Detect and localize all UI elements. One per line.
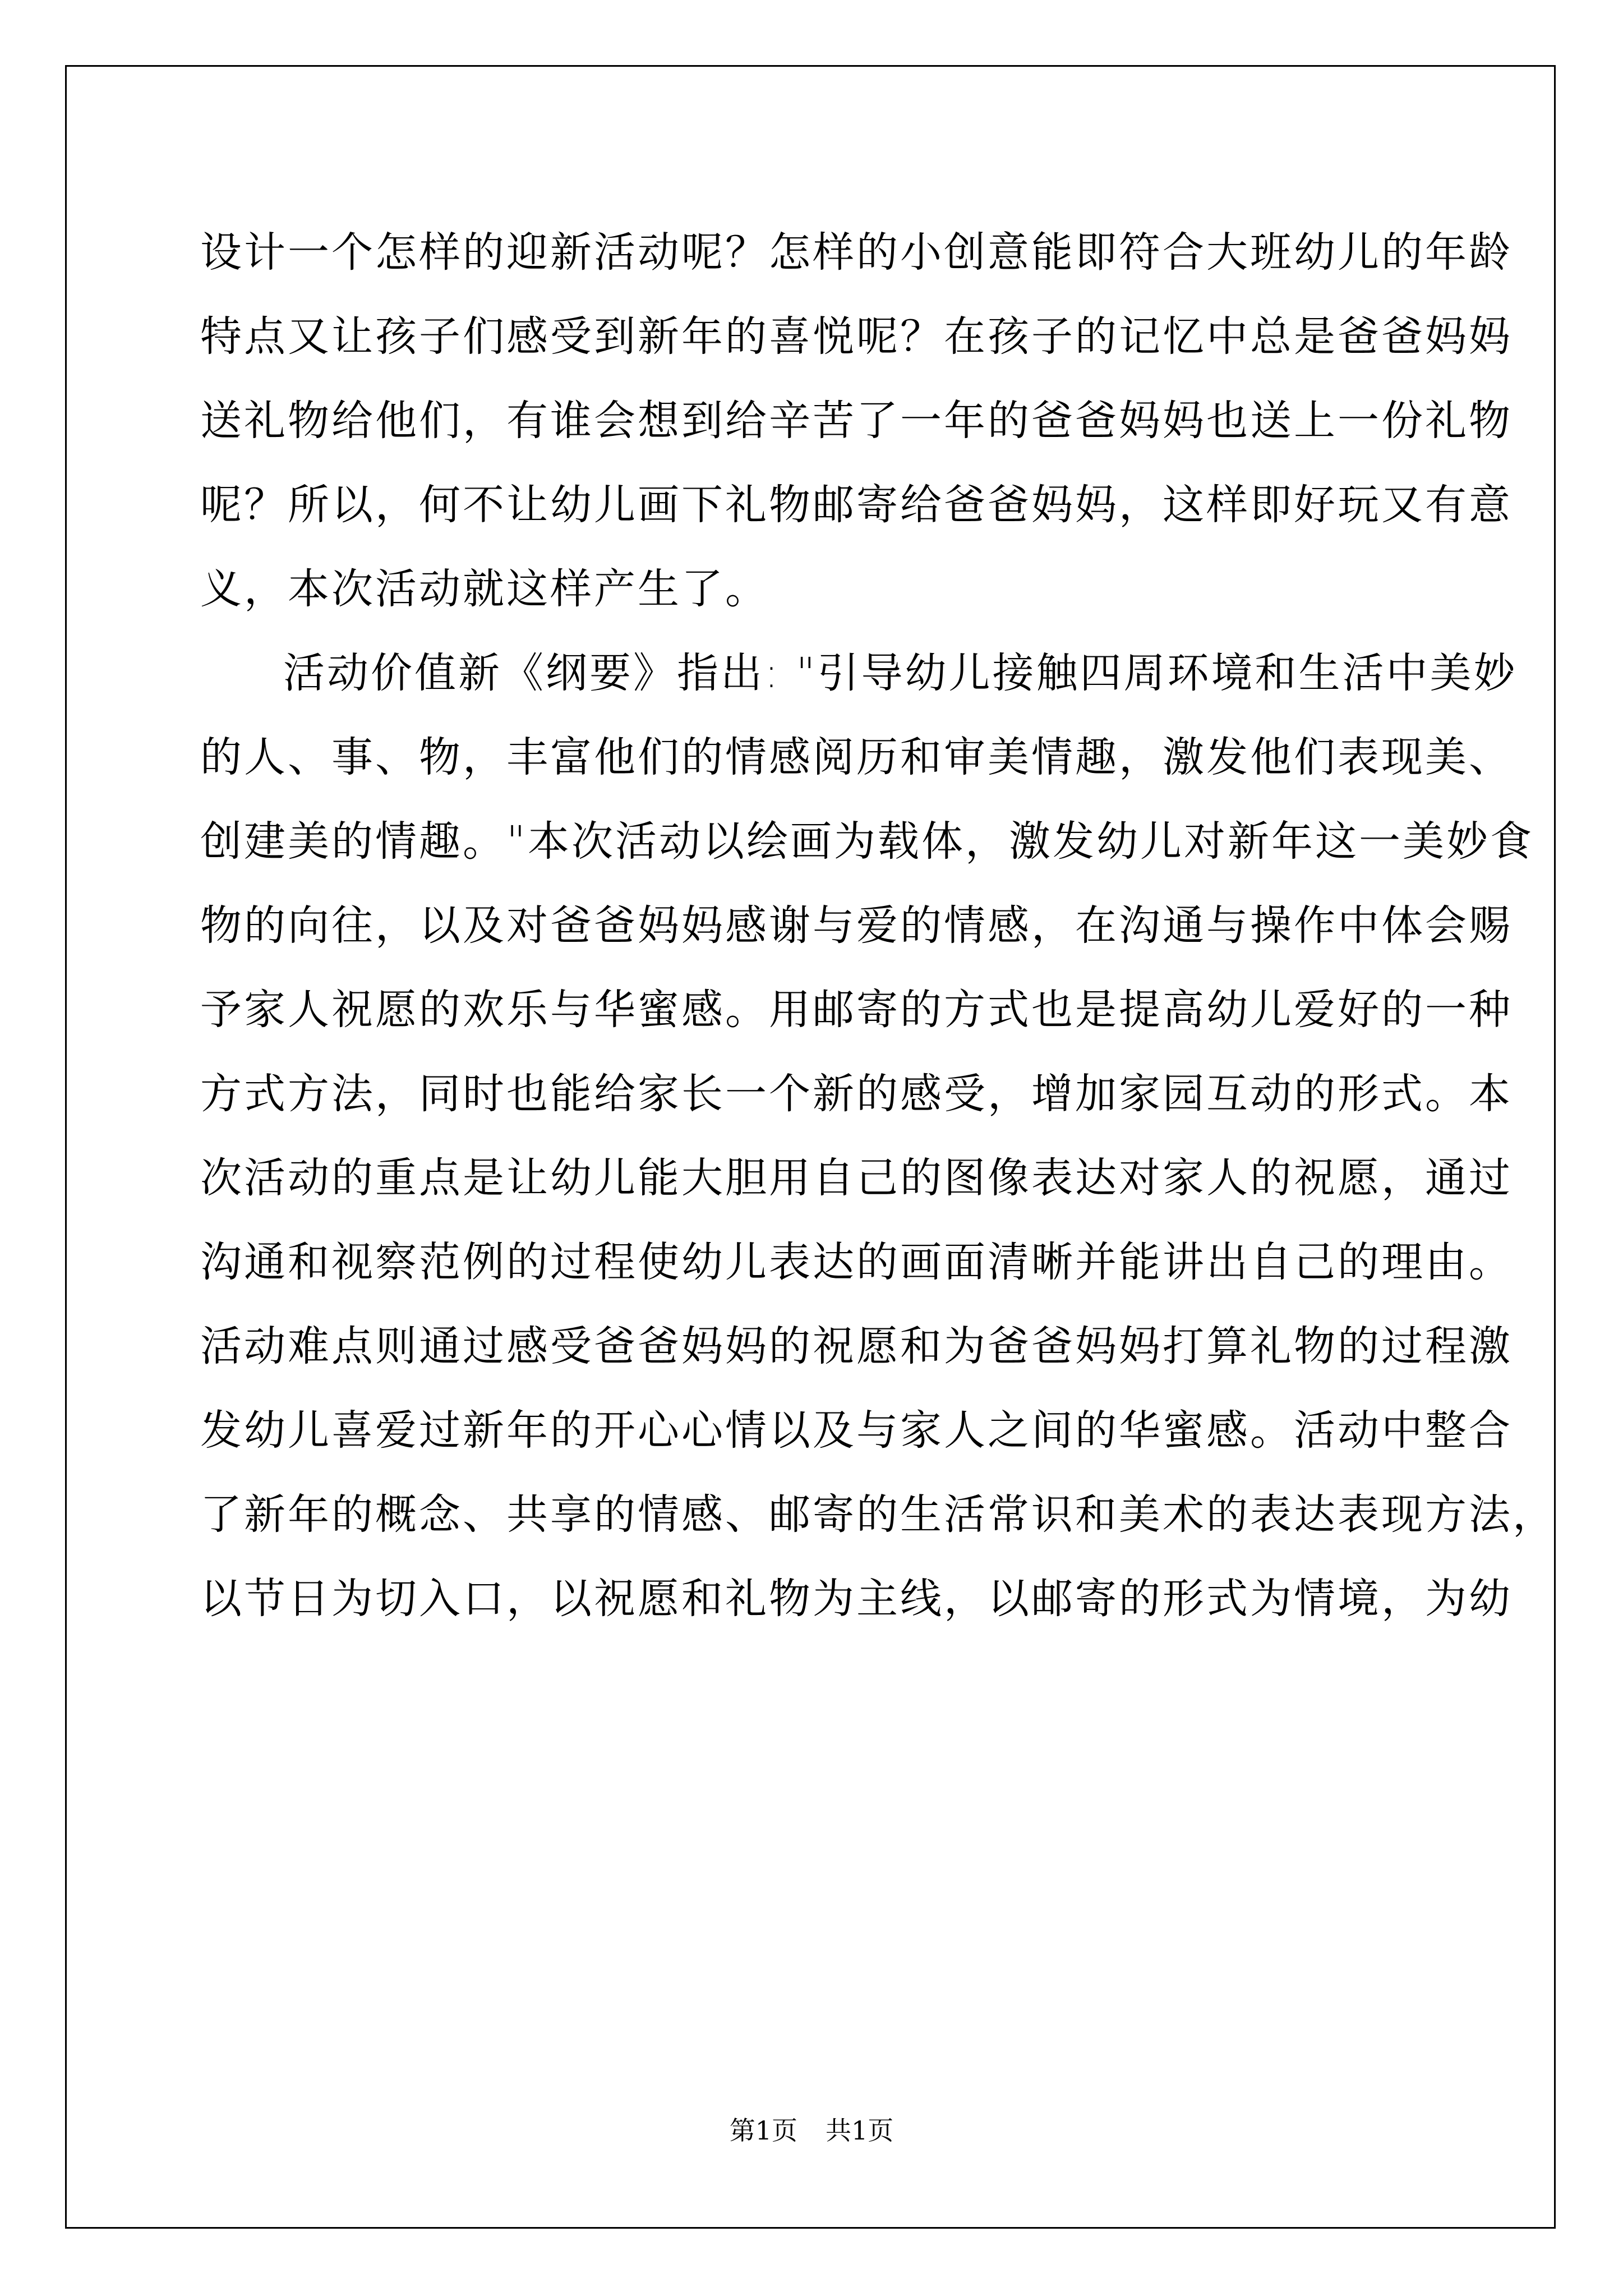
page-total: 共1页 (826, 2115, 894, 2146)
text-line: 沟通和视察范例的过程使幼儿表达的画面清晰并能讲出自己的理由。 (200, 1238, 1513, 1286)
text-line: 次活动的重点是让幼儿能大胆用自己的图像表达对家人的祝愿，通过 (200, 1154, 1513, 1202)
text-line: 活动价值新《纲要》指出: "引导幼儿接触四周环境和生活中美妙 (283, 649, 1518, 697)
text-line: 创建美的情趣。"本次活动以绘画为载体，激发幼儿对新年这一美妙食 (200, 817, 1534, 866)
paragraph-2 (200, 631, 1556, 1641)
text-line: 方式方法，同时也能给家长一个新的感受，增加家园互动的形式。本 (200, 1070, 1513, 1118)
text-line: 予家人祝愿的欢乐与华蜜感。用邮寄的方式也是提高幼儿爱好的一种 (200, 986, 1513, 1034)
page-number: 第1页 (729, 2115, 797, 2146)
text-line: 物的向往，以及对爸爸妈妈感谢与爱的情感，在沟通与操作中体会赐 (200, 901, 1513, 950)
text-line: 以节日为切入口，以祝愿和礼物为主线，以邮寄的形式为情境，为幼 (200, 1575, 1513, 1623)
text-line: 特点又让孩子们感受到新年的喜悦呢？在孩子的记忆中总是爸爸妈妈 (200, 312, 1513, 361)
page-footer (0, 2110, 1623, 2147)
document-body (200, 210, 1556, 1641)
paragraph-1 (200, 210, 1513, 631)
text-line: 活动难点则通过感受爸爸妈妈的祝愿和为爸爸妈妈打算礼物的过程激 (200, 1322, 1513, 1370)
text-line: 送礼物给他们，有谁会想到给辛苦了一年的爸爸妈妈也送上一份礼物 (200, 397, 1513, 445)
text-line: 义，本次活动就这样产生了。 (200, 565, 769, 613)
text-line: 呢？所以，何不让幼儿画下礼物邮寄给爸爸妈妈，这样即好玩又有意 (200, 481, 1513, 529)
text-line: 了新年的概念、共享的情感、邮寄的生活常识和美术的表达表现方法， (200, 1490, 1556, 1539)
text-line: 发幼儿喜爱过新年的开心心情以及与家人之间的华蜜感。活动中整合 (200, 1406, 1513, 1455)
text-line: 设计一个怎样的迎新活动呢？怎样的小创意能即符合大班幼儿的年龄 (200, 228, 1513, 277)
text-line: 的人、事、物，丰富他们的情感阅历和审美情趣，激发他们表现美、 (200, 733, 1513, 781)
